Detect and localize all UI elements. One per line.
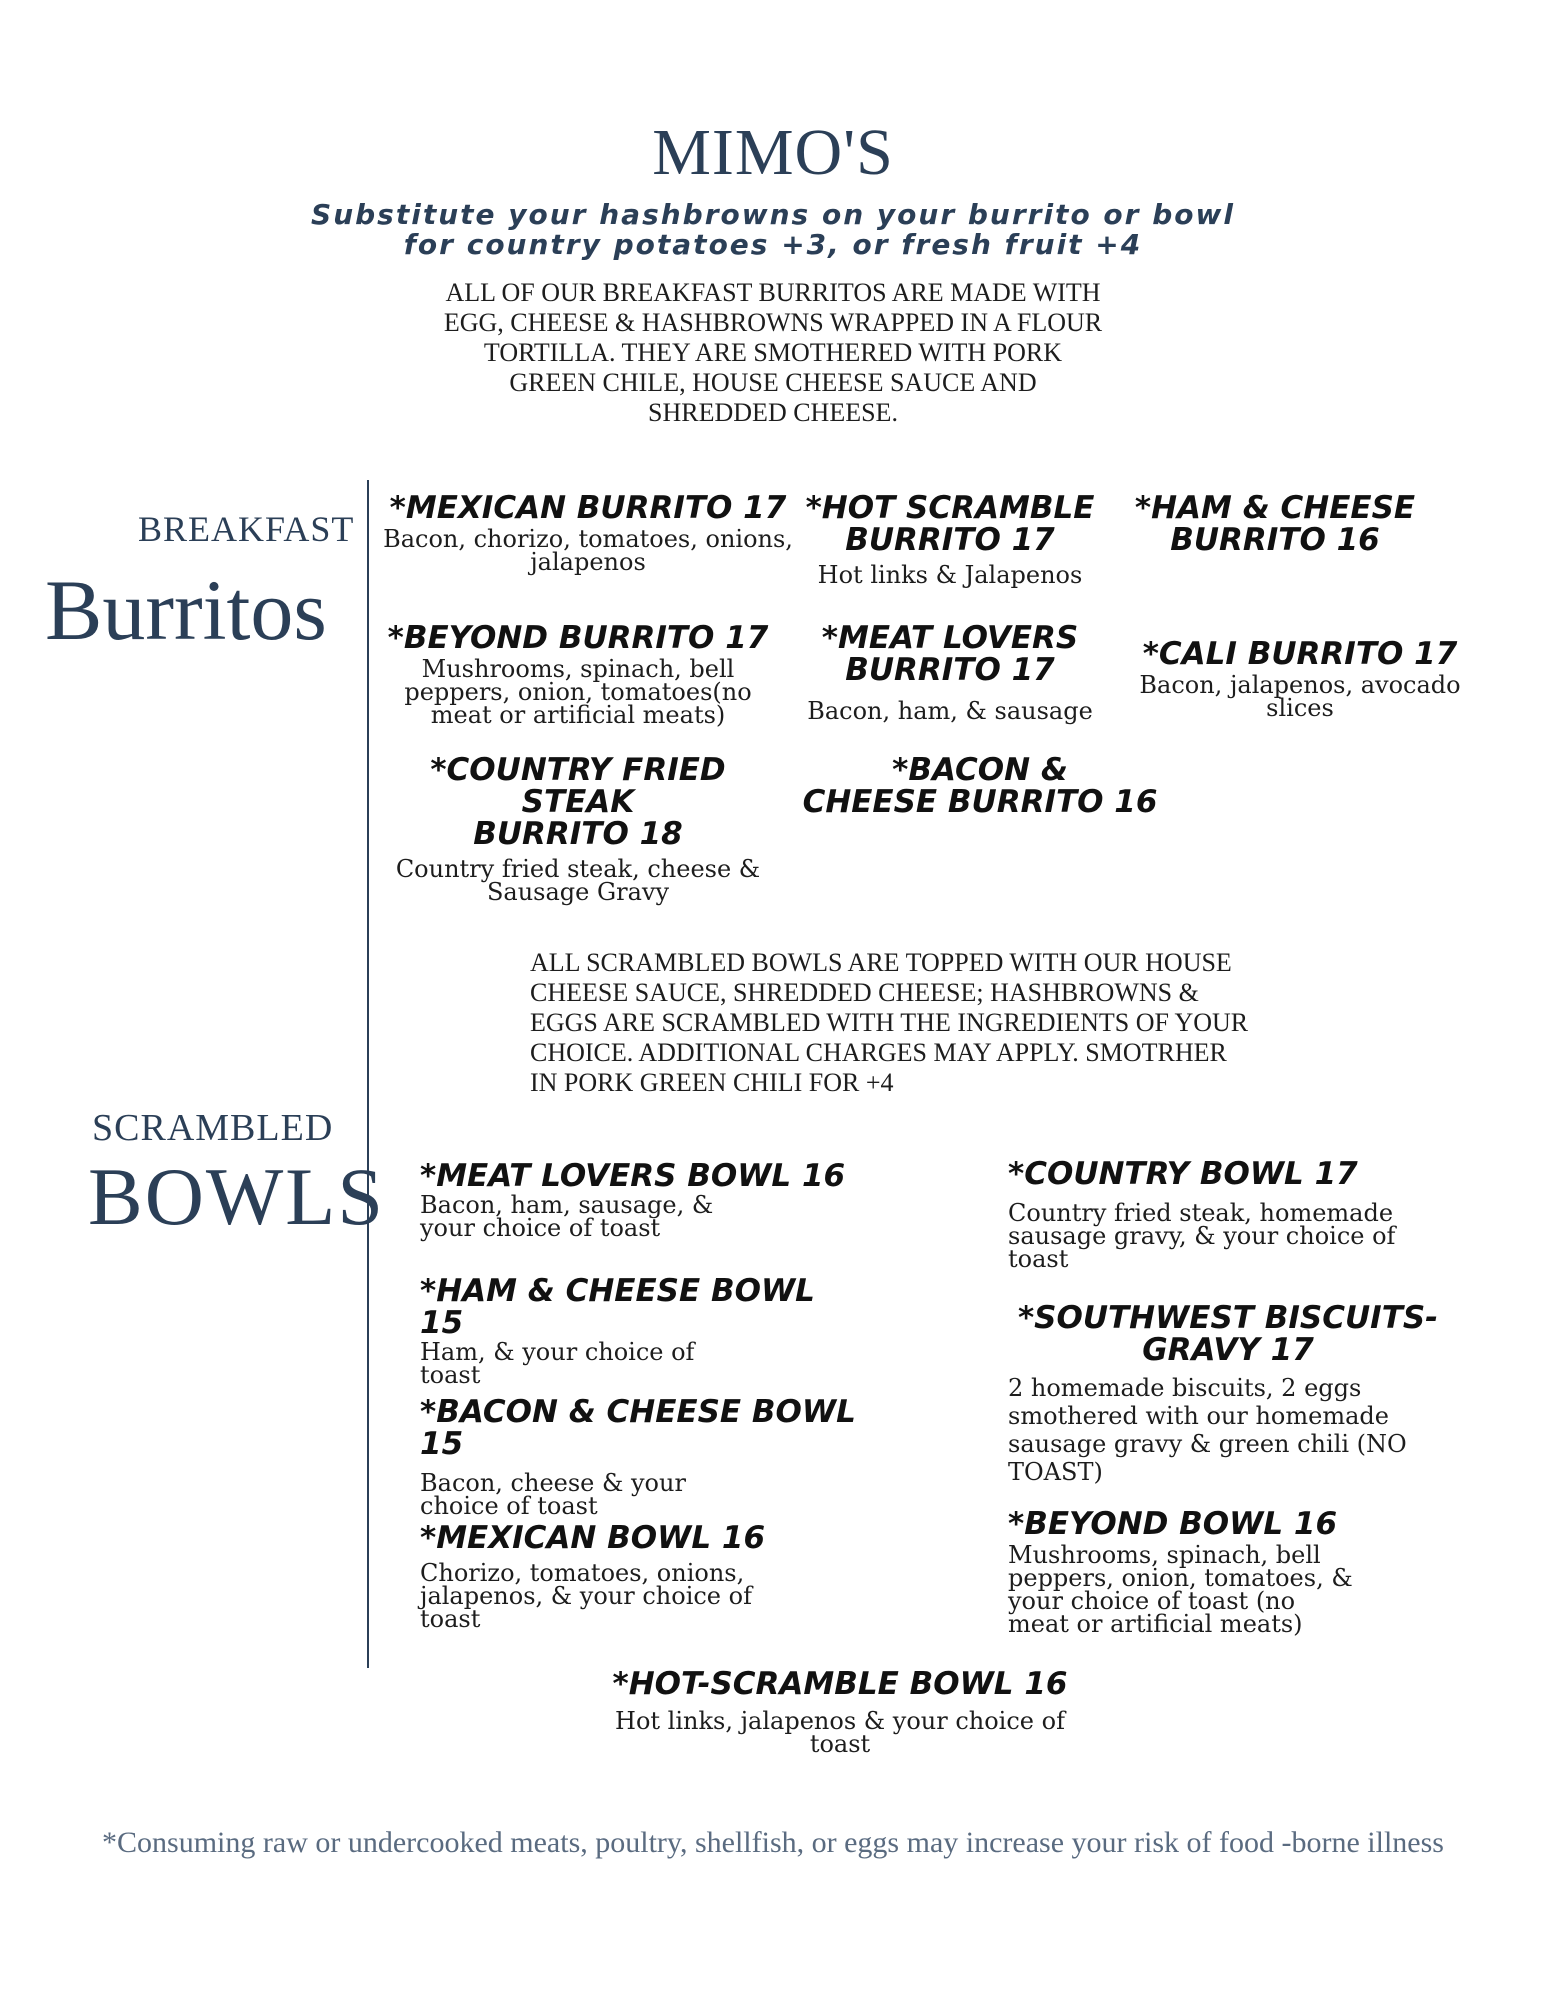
item-name: *BEYOND BOWL 16: [1008, 1506, 1338, 1542]
item-desc: Bacon, chorizo, tomatoes, onions, jalapenos: [383, 525, 793, 576]
item-name: *MEAT LOVERS BURRITO 17: [821, 620, 1079, 688]
item-name: *SOUTHWEST BISCUITS- GRAVY 17: [1017, 1300, 1439, 1368]
burritos-section-title: Burritos: [45, 562, 327, 658]
item-desc: Hot links & Jalapenos: [817, 561, 1083, 589]
item-name: *HOT SCRAMBLE BURRITO 17: [805, 490, 1095, 558]
menu-item: [560, 1668, 1120, 1756]
burritos-section-small: BREAKFAST: [138, 509, 355, 549]
food-safety-disclaimer: *Consuming raw or undercooked meats, poultry, shellfish, or eggs may increase your risk of food -borne illness: [102, 1826, 1444, 1859]
item-name: *BEYOND BURRITO 17: [387, 620, 769, 656]
menu-item: [1008, 1158, 1448, 1271]
item-desc: Hot links, jalapenos & your choice of toast: [615, 1707, 1065, 1758]
menu-item: [1008, 1508, 1448, 1636]
item-desc: Ham, & your choice of toast: [420, 1338, 695, 1389]
menu-item: [372, 754, 784, 904]
item-name: *HOT-SCRAMBLE BOWL 16: [612, 1666, 1068, 1702]
menu-item: [420, 1522, 860, 1631]
item-name: *MEXICAN BURRITO 17: [389, 490, 787, 526]
item-name: *COUNTRY BOWL 17: [1008, 1156, 1358, 1192]
burrito-intro: ALL OF OUR BREAKFAST BURRITOS ARE MADE WITH EGG, CHEESE & HASHBROWNS WRAPPED IN A FLOUR TORTILLA. THEY ARE SMOTHERED WITH PORK GREEN CHILE, HOUSE CHEESE SAUCE AND SHREDDED CHEESE.: [443, 278, 1103, 427]
menu-item: [1120, 638, 1480, 720]
bowls-section-title: BOWLS: [88, 1151, 385, 1242]
item-desc: Mushrooms, spinach, bell peppers, onion, tomatoes(no meat or artificial meats): [404, 655, 752, 729]
item-desc: Country fried steak, homemade sausage gravy, & your choice of toast: [1008, 1199, 1396, 1273]
bowls-intro: ALL SCRAMBLED BOWLS ARE TOPPED WITH OUR HOUSE CHEESE SAUCE, SHREDDED CHEESE; HASHBROWNS & EGGS ARE SCRAMBLED WITH THE INGREDIENTS OF YOUR CHOICE. ADDITIONAL CHARGES MAY APPLY. SMOTRHER IN PORK GREEN CHILI FOR +4: [530, 948, 1249, 1097]
item-desc: Country fried steak, cheese & Sausage Gravy: [395, 855, 761, 906]
item-desc: Chorizo, tomatoes, onions, jalapenos, & your choice of toast: [420, 1559, 752, 1633]
menu-item: [800, 492, 1100, 587]
item-name: *BACON & CHEESE BOWL 15: [420, 1394, 856, 1462]
item-name: *BACON & CHEESE BURRITO 16: [802, 752, 1158, 820]
menu-item: [372, 492, 804, 574]
menu-item: [420, 1275, 860, 1387]
vertical-divider: [367, 480, 369, 1668]
substitution-note: [0, 200, 1546, 260]
menu-item: [800, 622, 1100, 723]
item-desc: Bacon, ham, & sausage: [807, 697, 1093, 725]
menu-item: [420, 1396, 880, 1518]
item-name: *MEXICAN BOWL 16: [420, 1520, 766, 1556]
substitution-line-2: for country potatoes +3, or fresh fruit +4: [403, 228, 1143, 261]
menu-item: [372, 622, 784, 727]
menu-item: [420, 1160, 860, 1240]
item-name: *CALI BURRITO 17: [1142, 636, 1458, 672]
menu-item: [1008, 1302, 1448, 1486]
restaurant-title: MIMO'S: [652, 116, 894, 189]
item-name: *MEAT LOVERS BOWL 16: [420, 1158, 846, 1194]
item-desc: 2 homemade biscuits, 2 eggs smothered with our homemade sausage gravy & green chili (NO TOAST): [1008, 1374, 1407, 1486]
substitution-line-1: Substitute your hashbrowns on your burrito or bowl: [311, 198, 1235, 231]
item-desc: Bacon, jalapenos, avocado slices: [1139, 671, 1461, 722]
item-desc: Bacon, ham, sausage, & your choice of toast: [420, 1191, 714, 1242]
item-desc: Mushrooms, spinach, bell peppers, onion, tomatoes, & your choice of toast (no meat or artificial meats): [1008, 1541, 1353, 1638]
bowls-section-small: SCRAMBLED: [92, 1107, 334, 1149]
item-name: *HAM & CHEESE BURRITO 16: [1134, 490, 1416, 558]
item-name: *COUNTRY FRIED STEAK BURRITO 18: [430, 752, 726, 852]
menu-item: [800, 754, 1160, 818]
menu-item: [1130, 492, 1420, 556]
item-desc: Bacon, cheese & your choice of toast: [420, 1469, 686, 1520]
item-name: *HAM & CHEESE BOWL 15: [420, 1273, 815, 1341]
